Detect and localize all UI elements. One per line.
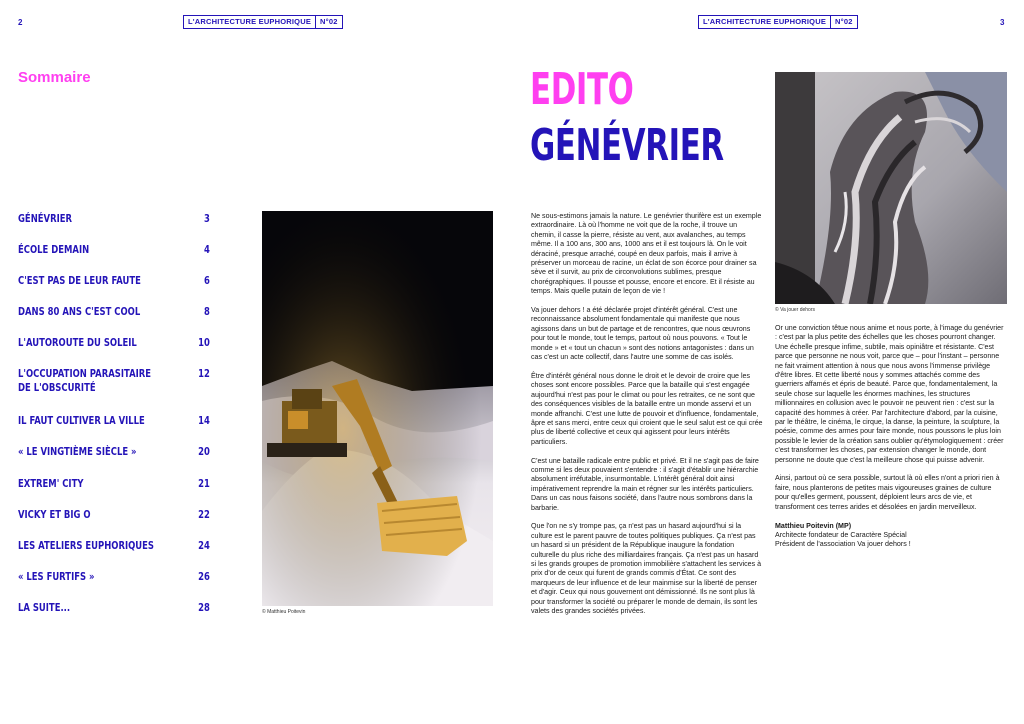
toc-item-label: DANS 80 ANS C'EST COOL — [18, 306, 141, 318]
toc-item[interactable] — [18, 570, 210, 584]
masthead-left — [183, 15, 343, 29]
edito-text-column-2 — [775, 324, 1007, 550]
masthead-issue: N°02 — [315, 16, 342, 28]
toc-item-label: « LE VINGTIÈME SIÈCLE » — [18, 446, 137, 458]
photo-caption-left: © Matthieu Poitevin — [262, 609, 306, 615]
toc-item-label: IL FAUT CULTIVER LA VILLE — [18, 415, 145, 427]
toc-item-label: ÉCOLE DEMAIN — [18, 244, 90, 256]
toc-item[interactable] — [18, 305, 210, 319]
toc-item-label: EXTREM' CITY — [18, 478, 84, 490]
toc-item[interactable] — [18, 601, 210, 615]
toc-item-page: 20 — [198, 446, 210, 458]
toc-item[interactable] — [18, 274, 210, 288]
heading-line-2: GÉNÉVRIER — [530, 120, 724, 171]
paragraph: Or une conviction têtue nous anime et nous porte, à l'image du genévrier : c'est par la plus petite des échelles que les choses pourront changer. Une échelle presque infime, subtile, mais opiniâtre et résistante. C'est parce que personne ne nous voit, parce que – pour l'instant – personne ne fait vraiment attention à nous que nous avons l'immense privilège d'être libres. Et cette liberté nous y sommes attachés comme des guerriers affamés et épris de beauté. Parce que, fondamentalement, la seule chose sur laquelle les énormes machines, les structures millionnaires en collusion avec le pouvoir ne peuvent rien : c'est sur la capacité des hommes à créer. Par l'architecture d'abord, par la cuisine, par le théâtre, le cinéma, le cirque, la danse, la peinture, la sculpture, la poésie, comme des armes pour faire monde, nous poussons le plus loin possible le levier de la création sans oublier qu'étymologiquement : créer c'est transformer les choses, par extension changer le monde, dont personne ne doute que c'est la meilleure chose qui puisse advenir. — [775, 324, 1004, 464]
signature — [775, 522, 1007, 550]
toc-item-page: 28 — [198, 602, 210, 614]
paragraph: Que l'on ne s'y trompe pas, ça n'est pas un hasard aujourd'hui si la culture est le parent pauvre de toutes politiques publiques. Ça n'est pas un hasard si un président de la République inaugure la fondation culturelle du plus riche des milliardaires français. Ça n'est pas un hasard si les grands groupes de promotion immobilière s'attachent les services à prix d'or de ceux qui furent de grands commis d'État. Ce sont des marqueurs de leur influence et de leur mainmise sur la liberté de penser et d'agir. Ceux qui nous gouvernent ont démissionné. Ils ne sont plus là pour transformer la société ou préparer le monde de demain, ils sont les valets des grandes sociétés privées. — [531, 522, 762, 615]
edito-text-column-1 — [531, 212, 763, 626]
paragraph: Être d'intérêt général nous donne le droit et le devoir de croire que les choses sont encore possibles. Parce que la bataille qui s'est engagée aujourd'hui n'est pas pour le climat ou pour les retraites, ce ne sont que des conséquences visibles de la bataille entre un monde asservi et un monde affranchi. C'est une lutte de pouvoir et d'influence, fondamentale, âpre et sans merci, entre ceux qui croient que le seul salut est ce qui crée plus de liberté collective et ceux qui agissent pour leurs intérêts particuliers. — [531, 371, 763, 446]
photo-caption-right: © Va jouer dehors — [775, 307, 816, 313]
masthead-issue: N°02 — [830, 16, 857, 28]
toc-item[interactable] — [18, 508, 210, 522]
paragraph: C'est une bataille radicale entre public et privé. Et il ne s'agit pas de faire comme si les deux pouvaient s'entendre : il s'agit d'établir une hiérarchie absolument irréfutable, insurmontable. L'intérêt général doit ainsi impérativement reprendre la main et régner sur les intérêts particuliers. Dans un cas nous faisons société, dans l'autre nous sombrons dans la barbarie. — [531, 456, 759, 512]
toc-item-page: 3 — [203, 213, 210, 225]
signature-role: Architecte fondateur de Caractère Spécial — [775, 530, 907, 539]
toc-item[interactable] — [18, 212, 210, 226]
toc-item-page: 22 — [198, 509, 210, 521]
sommaire-title: Sommaire — [18, 69, 91, 86]
signature-name: Matthieu Poitevin (MP) — [775, 521, 852, 530]
toc-item[interactable] — [18, 336, 210, 350]
excavator-night-photo — [262, 211, 493, 606]
toc-item-label: L'OCCUPATION PARASITAIRE DE L'OBSCURITÉ — [18, 368, 152, 394]
heading-line-1: EDITO — [530, 64, 634, 115]
toc-item-page: 4 — [203, 244, 210, 256]
toc-item-page: 14 — [198, 415, 210, 427]
toc-item-label: « LES FURTIFS » — [18, 571, 95, 583]
toc-item-label: LES ATELIERS EUPHORIQUES — [18, 540, 154, 552]
edito-heading — [530, 62, 724, 174]
paragraph: Ne sous-estimons jamais la nature. Le genévrier thurifère est un exemple extraordinaire. Là où l'homme ne voit que de la roche, il trouve un chemin, il casse la pierre, résiste au vent, aux avalanches, au temps même. Il a 100 ans, 300 ans, 1000 ans et il est toujours là. On le voit déraciné, presque arraché, coupé en deux parfois, mais il arrive à préserver un morceau de racine, un éclat de son écorce pour drainer sa sève et il survit, au prix de circonvolutions sublimes, presque chorégraphiques. Il pousse et pousse, encore et encore. Et il résiste au temps. Mais quelle putain de leçon de vie ! — [531, 212, 762, 296]
toc-item[interactable] — [18, 477, 210, 491]
toc-item-page: 26 — [198, 571, 210, 583]
masthead-title: L'ARCHITECTURE EUPHORIQUE — [188, 17, 312, 26]
toc-item[interactable] — [18, 445, 210, 459]
toc-item-label: VICKY ET BIG O — [18, 509, 91, 521]
toc-item-page: 24 — [198, 540, 210, 552]
page-number-left: 2 — [18, 18, 23, 27]
page-number-right: 3 — [1000, 18, 1005, 27]
paragraph: Ainsi, partout où ce sera possible, surtout là où elles n'ont a priori rien à faire, nous planterons de petites mais vigoureuses graines de culture pour qu'elles germent, poussent, déploient leurs arcs de vie, et transforment ces terres arides et désolées en jardin merveilleux. — [775, 474, 1000, 511]
toc-item-page: 10 — [198, 337, 210, 349]
toc-item-label: GÉNÉVRIER — [18, 213, 72, 225]
toc-item-page: 12 — [198, 368, 210, 380]
toc-item[interactable] — [18, 243, 210, 257]
toc-item[interactable] — [18, 539, 210, 553]
paragraph: Va jouer dehors ! a été déclarée projet d'intérêt général. C'est une reconnaissance absolument fondamentale qui manifeste que nous agissons dans un but de partage et de rencontres, que nous œuvrons pour tout le monde, tout le temps, partout où nous pouvons. « Tout le monde » et « tout un chacun » sont des notions antagonistes : dans un cas c'est un acte collectif, dans l'autre une somme de cas isolés. — [531, 306, 754, 362]
toc-item-page: 8 — [203, 306, 210, 318]
toc-item[interactable] — [18, 414, 210, 428]
toc-item-label: C'EST PAS DE LEUR FAUTE — [18, 275, 141, 287]
toc-item-label: LA SUITE... — [18, 602, 71, 614]
signature-role: Président de l'association Va jouer dehors ! — [775, 540, 911, 549]
toc-item[interactable] — [18, 367, 210, 395]
toc-item-page: 21 — [198, 478, 210, 490]
toc-item-page: 6 — [203, 275, 210, 287]
toc-item-label: L'AUTOROUTE DU SOLEIL — [18, 337, 137, 349]
masthead-title: L'ARCHITECTURE EUPHORIQUE — [703, 17, 827, 26]
juniper-tree-photo — [775, 72, 1007, 304]
masthead-right — [698, 15, 858, 29]
